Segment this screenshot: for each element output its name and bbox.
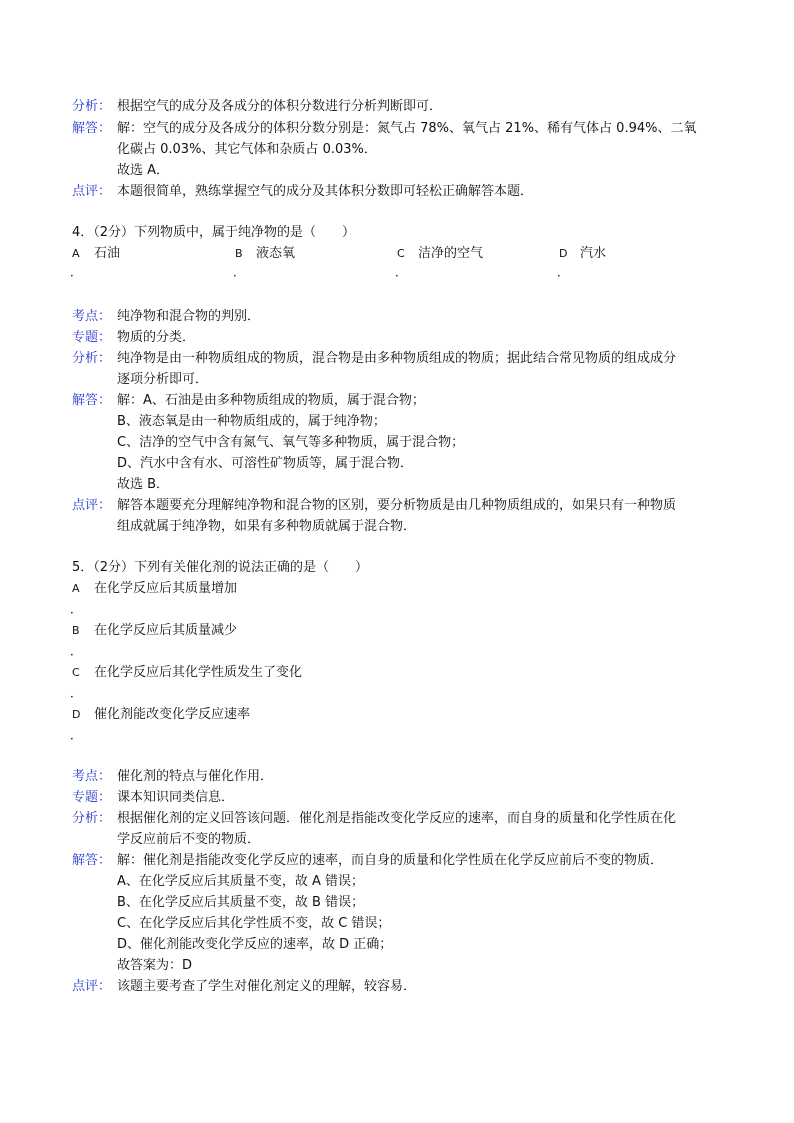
- comment-label: 点评：: [72, 498, 112, 513]
- q5-option-b-letter: B: [72, 624, 80, 637]
- q4-answer-line: 解：A、石油是由多种物质组成的物质，属于混合物；: [117, 393, 425, 408]
- option-dot: ．: [70, 644, 83, 658]
- q4-option-c-letter: C: [397, 247, 405, 260]
- q4-option-a-text: 石油: [94, 246, 121, 261]
- q5-option-a-text: 在化学反应后其质量增加: [94, 581, 238, 596]
- analysis-label: 分析：: [72, 811, 112, 826]
- q4-stem: 4．（2分）下列物质中，属于纯净物的是（ ）: [72, 225, 356, 240]
- q5-option-c-text: 在化学反应后其化学性质发生了变化: [94, 665, 303, 680]
- q5-option-a-letter: A: [72, 582, 80, 595]
- q4-answer-line: B、液态氧是由一种物质组成的，属于纯净物；: [117, 414, 386, 429]
- answer-label: 解答：: [72, 393, 112, 408]
- q5-option-b-text: 在化学反应后其质量减少: [94, 623, 238, 638]
- q5-stem: 5．（2分）下列有关催化剂的说法正确的是（ ）: [72, 560, 369, 575]
- q5-answer-line: C、在化学反应后其化学性质不变，故 C 错误；: [117, 916, 391, 931]
- q4-option-a-letter: A: [72, 247, 80, 260]
- q3-comment-text: 本题很简单，熟练掌握空气的成分及其体积分数即可轻松正确解答本题．: [117, 184, 534, 199]
- q4-analysis-line: 逐项分析即可．: [117, 372, 209, 387]
- q5-option-c-letter: C: [72, 666, 80, 679]
- option-dot: ．: [70, 728, 83, 742]
- q5-answer-line: 解：催化剂是指能改变化学反应的速率，而自身的质量和化学性质在化学反应前后不变的物质．: [117, 853, 664, 868]
- option-dot: ．: [70, 265, 83, 279]
- q5-topic-text: 课本知识同类信息．: [117, 790, 235, 805]
- q5-analysis-line: 根据催化剂的定义回答该问题．催化剂是指能改变化学反应的速率，而自身的质量和化学性质在化: [117, 811, 677, 826]
- q5-comment-text: 该题主要考查了学生对催化剂定义的理解，较容易．: [117, 979, 417, 994]
- q5-option-d-letter: D: [72, 708, 81, 721]
- q4-comment-line: 解答本题要充分理解纯净物和混合物的区别，要分析物质是由几种物质组成的，如果只有一种物质: [117, 498, 677, 513]
- q4-keypoint-text: 纯净物和混合物的判别．: [117, 309, 261, 324]
- q4-analysis-line: 纯净物是由一种物质组成的物质，混合物是由多种物质组成的物质；据此结合常见物质的组成成分: [117, 351, 677, 366]
- analysis-label: 分析：: [72, 99, 112, 114]
- q4-option-b-text: 液态氧: [256, 246, 296, 261]
- option-dot: ．: [395, 265, 408, 279]
- q3-answer-line: 解：空气的成分及各成分的体积分数分别是：氮气占 78%、氧气占 21%、稀有气体占 0.94%、二氧: [117, 121, 697, 136]
- q5-answer-line: B、在化学反应后其质量不变，故 B 错误；: [117, 895, 365, 910]
- keypoint-label: 考点：: [72, 769, 112, 784]
- q4-answer-line: D、汽水中含有水、可溶性矿物质等，属于混合物．: [117, 456, 414, 471]
- topic-label: 专题：: [72, 790, 112, 805]
- q4-answer-line: C、洁净的空气中含有氮气、氧气等多种物质，属于混合物；: [117, 435, 465, 450]
- q4-option-b-letter: B: [235, 247, 243, 260]
- option-dot: ．: [557, 265, 570, 279]
- topic-label: 专题：: [72, 330, 112, 345]
- q5-answer-line: A、在化学反应后其质量不变，故 A 错误；: [117, 874, 365, 889]
- keypoint-label: 考点：: [72, 309, 112, 324]
- comment-label: 点评：: [72, 184, 112, 199]
- q4-option-d-text: 汽水: [580, 246, 607, 261]
- option-dot: ．: [70, 602, 83, 616]
- q4-answer-line: 故选 B．: [117, 477, 170, 492]
- option-dot: ．: [233, 265, 246, 279]
- q5-keypoint-text: 催化剂的特点与催化作用．: [117, 769, 274, 784]
- q3-answer-line: 化碳占 0.03%、其它气体和杂质占 0.03%．: [117, 142, 377, 157]
- q5-answer-line: D、催化剂能改变化学反应的速率，故 D 正确；: [117, 937, 393, 952]
- q4-comment-line: 组成就属于纯净物，如果有多种物质就属于混合物．: [117, 519, 417, 534]
- q5-analysis-line: 学反应前后不变的物质．: [117, 832, 261, 847]
- q3-analysis-text: 根据空气的成分及各成分的体积分数进行分析判断即可．: [117, 99, 443, 114]
- analysis-label: 分析：: [72, 351, 112, 366]
- q4-option-c-text: 洁净的空气: [418, 246, 484, 261]
- q5-answer-line: 故答案为：D: [117, 958, 193, 973]
- option-dot: ．: [70, 686, 83, 700]
- q5-option-d-text: 催化剂能改变化学反应速率: [94, 707, 251, 722]
- q4-option-d-letter: D: [559, 247, 568, 260]
- q3-answer-line: 故选 A．: [117, 163, 170, 178]
- q4-topic-text: 物质的分类．: [117, 330, 196, 345]
- comment-label: 点评：: [72, 979, 112, 994]
- answer-label: 解答：: [72, 121, 112, 136]
- answer-label: 解答：: [72, 853, 112, 868]
